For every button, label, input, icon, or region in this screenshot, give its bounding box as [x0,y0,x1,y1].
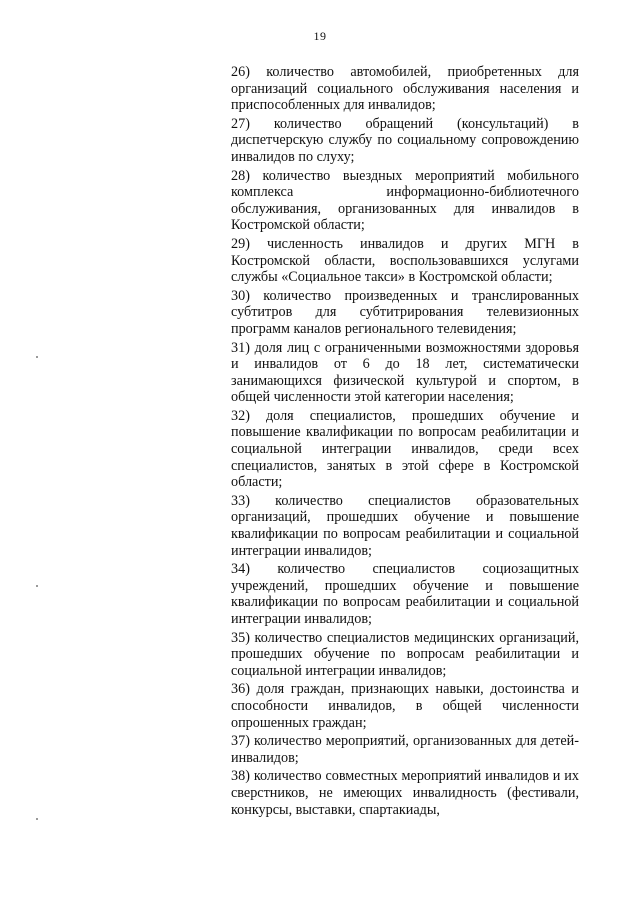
list-item-31: 31) доля лиц с ограниченными возможностями здоровья и инвалидов от 6 до 18 лет, систематически занимающихся физической культурой и спортом, в общей численности этой категории населения; [231,339,579,406]
list-item-27: 27) количество обращений (консультаций) в диспетчерскую службу по социальному сопровождению инвалидов по слуху; [231,115,579,165]
list-item-33: 33) количество специалистов образовательных организаций, прошедших обучение и повышение квалификации по вопросам реабилитации и социальной интеграции инвалидов; [231,492,579,559]
page-number: 19 [313,29,327,43]
list-item-26: 26) количество автомобилей, приобретенных для организаций социального обслуживания населения и приспособленных для инвалидов; [231,64,579,114]
list-item-28: 28) количество выездных мероприятий мобильного комплекса информационно-библиотечного обслуживания, организованных для инвалидов в Костромской области; [231,167,579,234]
list-item-30: 30) количество произведенных и транслированных субтитров для субтитрирования телевизионных программ каналов регионального телевидения; [231,287,579,337]
list-item-38: 38) количество совместных мероприятий инвалидов и их сверстников, не имеющих инвалидность (фестивали, конкурсы, выставки, спартакиады, [231,768,579,818]
scan-mark [36,356,38,358]
list-item-32: 32) доля специалистов, прошедших обучение и повышение квалификации по вопросам реабилитации и социальной интеграции инвалидов, среди всех специалистов, занятых в этой сфере в Костромской области; [231,407,579,491]
scan-mark [36,818,38,820]
list-item-36: 36) доля граждан, признающих навыки, достоинства и способности инвалидов, в общей численности опрошенных граждан; [231,681,579,731]
list-item-35: 35) количество специалистов медицинских организаций, прошедших обучение по вопросам реабилитации и социальной интеграции инвалидов; [231,629,579,679]
scan-mark [36,585,38,587]
list-item-37: 37) количество мероприятий, организованных для детей-инвалидов; [231,733,579,766]
list-item-29: 29) численность инвалидов и других МГН в Костромской области, воспользовавшихся услугами службы «Социальное такси» в Костромской области; [231,235,579,286]
document-body [231,64,579,820]
list-item-34: 34) количество специалистов социозащитных учреждений, прошедших обучение и повышение квалификации по вопросам реабилитации и социальной интеграции инвалидов; [231,561,579,627]
